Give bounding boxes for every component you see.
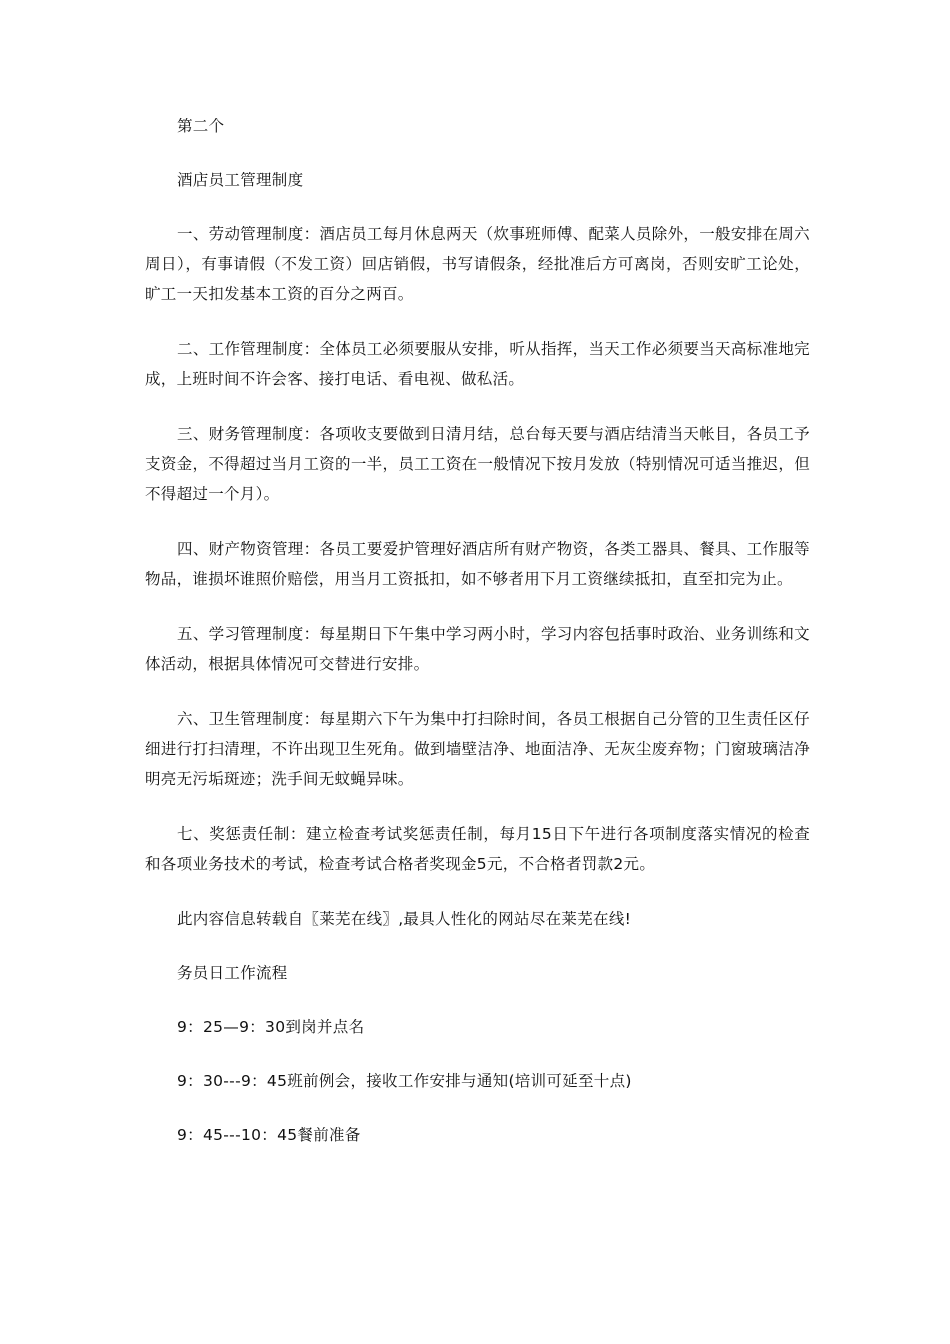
paragraph-hygiene-management: 六、卫生管理制度：每星期六下午为集中打扫除时间，各员工根据自己分管的卫生责任区仔细进行打扫清理，不许出现卫生死角。做到墙壁洁净、地面洁净、无灰尘废弃物；门窗玻璃洁净明亮无污垢斑迹；洗手间无蚊蝇异味。 xyxy=(145,710,810,788)
paragraph-study-management: 五、学习管理制度：每星期日下午集中学习两小时，学习内容包括事时政治、业务训练和文体活动，根据具体情况可交替进行安排。 xyxy=(145,625,810,673)
paragraph-labor-management: 一、劳动管理制度：酒店员工每月休息两天（炊事班师傅、配菜人员除外，一般安排在周六周日），有事请假（不发工资）回店销假，书写请假条，经批准后方可离岗，否则安旷工论处，旷工一天扣发基本工资的百分之两百。 xyxy=(145,225,810,303)
schedule-title: 务员日工作流程 xyxy=(177,964,288,982)
schedule-item: 9：25—9：30到岗并点名 xyxy=(177,1018,365,1036)
paragraph-property-management: 四、财产物资管理：各员工要爱护管理好酒店所有财产物资，各类工器具、餐具、工作服等物品，谁损坏谁照价赔偿，用当月工资抵扣，如不够者用下月工资继续抵扣，直至扣完为止。 xyxy=(145,540,810,588)
paragraph-work-management: 二、工作管理制度：全体员工必须要服从安排，听从指挥，当天工作必须要当天高标准地完成，上班时间不许会客、接打电话、看电视、做私活。 xyxy=(145,340,810,388)
schedule-item: 9：30---9：45班前例会，接收工作安排与通知(培训可延至十点) xyxy=(177,1072,632,1090)
paragraph-reward-punishment: 七、奖惩责任制：建立检查考试奖惩责任制，每月15日下午进行各项制度落实情况的检查和各项业务技术的考试，检查考试合格者奖现金5元，不合格者罚款2元。 xyxy=(145,825,810,873)
schedule-item: 9：45---10：45餐前准备 xyxy=(177,1126,361,1144)
section-heading: 第二个 xyxy=(177,117,225,135)
paragraph-finance-management: 三、财务管理制度：各项收支要做到日清月结，总台每天要与酒店结清当天帐目，各员工予支资金，不得超过当月工资的一半，员工工资在一般情况下按月发放（特别情况可适当推迟，但不得超过一个月）。 xyxy=(145,425,810,503)
document-body xyxy=(145,111,810,1150)
source-note: 此内容信息转载自〖莱芜在线〗,最具人性化的网站尽在莱芜在线! xyxy=(177,910,632,928)
document-title: 酒店员工管理制度 xyxy=(177,171,304,189)
